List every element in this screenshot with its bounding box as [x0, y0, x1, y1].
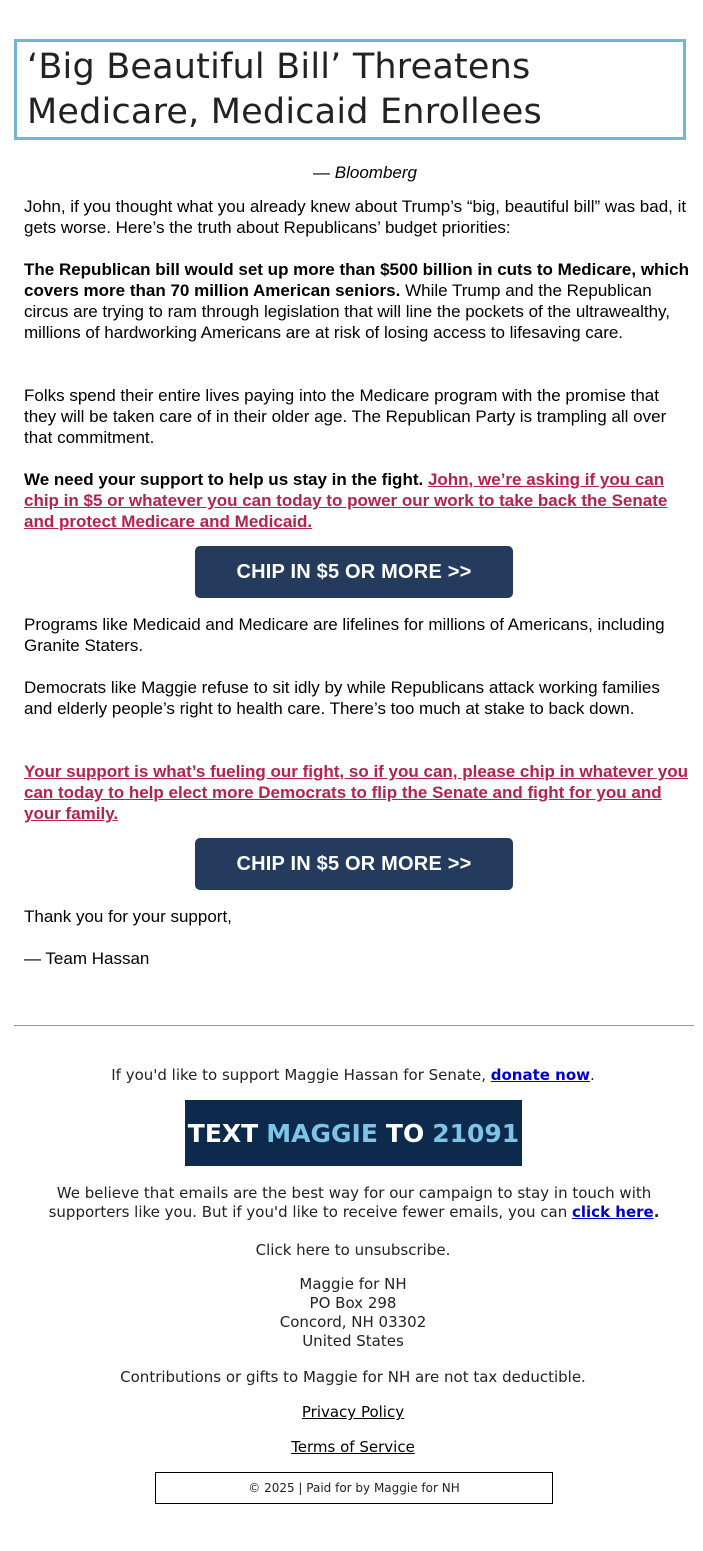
paragraph-lifelines: Programs like Medicaid and Medicare are lifelines for millions of Americans, including Granite Staters. [24, 615, 665, 655]
terms-of-service-link[interactable]: Terms of Service [291, 1438, 415, 1456]
paragraph-intro: John, if you thought what you already knew about Trump’s “big, beautiful bill” was bad, it gets worse. Here’s the truth about Republicans’ budget priorities: [24, 197, 687, 237]
thanks-text: Thank you for your support, [24, 907, 232, 926]
chip-in-text-link-1[interactable]: John, we’re asking if you can chip in $5 or whatever you can today to power our work to take back the Senate and protect Medicare and Medicaid. [24, 470, 668, 531]
privacy-policy-link[interactable]: Privacy Policy [301, 1403, 405, 1421]
privacy-policy-line [0, 1403, 703, 1422]
paid-for-by-box: © 2025 | Paid for by Maggie for NH [155, 1472, 553, 1504]
paragraph-ask [24, 469, 690, 532]
donate-now-link[interactable]: donate now [490, 1066, 590, 1084]
paragraph-medicare-cuts [24, 259, 690, 343]
paragraph-medicare-cuts-rest: While Trump and the Republican circus are trying to ram through legislation that will line the pockets of the ultrawealthy, millions of hardworking Americans are at risk of losing access to lifesaving care. [24, 281, 670, 342]
paragraph-commitment: Folks spend their entire lives paying into the Medicare program with the promise that they will be taken care of in their older age. The Republican Party is trampling all over that commitment. [24, 386, 667, 447]
footer-divider [14, 1025, 694, 1026]
paragraph-support-link [24, 761, 690, 824]
support-line [0, 1066, 703, 1085]
emails-end: . [653, 1203, 660, 1221]
chip-in-button-1[interactable]: CHIP IN $5 OR MORE >> [195, 546, 513, 598]
address-line-4: United States [302, 1332, 404, 1350]
banner-word-maggie: MAGGIE [266, 1118, 378, 1148]
paragraph-medicare-cuts-bold: The Republican bill would set up more than $500 billion in cuts to Medicare, which covers more than 70 million American seniors. [24, 260, 689, 300]
headline-box [14, 39, 686, 140]
support-text: If you'd like to support Maggie Hassan for Senate, [111, 1066, 491, 1084]
address-line-3: Concord, NH 03302 [279, 1313, 427, 1331]
support-end: . [590, 1066, 595, 1084]
attribution: — Bloomberg [313, 163, 417, 182]
mailing-address [0, 1275, 703, 1351]
paragraph-ask-bold: We need your support to help us stay in the fight. [24, 470, 424, 489]
banner-word-to: TO [385, 1118, 425, 1148]
chip-in-text-link-2[interactable]: Your support is what’s fueling our fight, so if you can, please chip in whatever you can today to help elect more Democrats to flip the Senate and fight for you and your family. [24, 762, 689, 823]
emails-line [14, 1184, 694, 1222]
tax-disclaimer: Contributions or gifts to Maggie for NH are not tax deductible. [120, 1368, 586, 1386]
address-line-2: PO Box 298 [309, 1294, 397, 1312]
fewer-emails-link[interactable]: click here [572, 1203, 654, 1221]
paragraph-democrats: Democrats like Maggie refuse to sit idly by while Republicans attack working families and elderly people’s right to health care. There’s too much at stake to back down. [24, 678, 660, 718]
unsubscribe-link[interactable]: Click here to unsubscribe. [255, 1241, 451, 1259]
headline: ‘Big Beautiful Bill’ Threatens Medicare, Medicaid Enrollees [27, 47, 542, 132]
terms-of-service-line [0, 1438, 703, 1457]
address-line-1: Maggie for NH [299, 1275, 407, 1293]
emails-text: We believe that emails are the best way for our campaign to stay in touch with supporters like you. But if you'd like to receive fewer emails, you can [48, 1184, 652, 1221]
signoff-text: — Team Hassan [24, 949, 150, 968]
text-maggie-banner[interactable] [185, 1100, 522, 1166]
banner-shortcode: 21091 [432, 1118, 520, 1148]
banner-word-text: TEXT [187, 1118, 259, 1148]
chip-in-button-2[interactable]: CHIP IN $5 OR MORE >> [195, 838, 513, 890]
